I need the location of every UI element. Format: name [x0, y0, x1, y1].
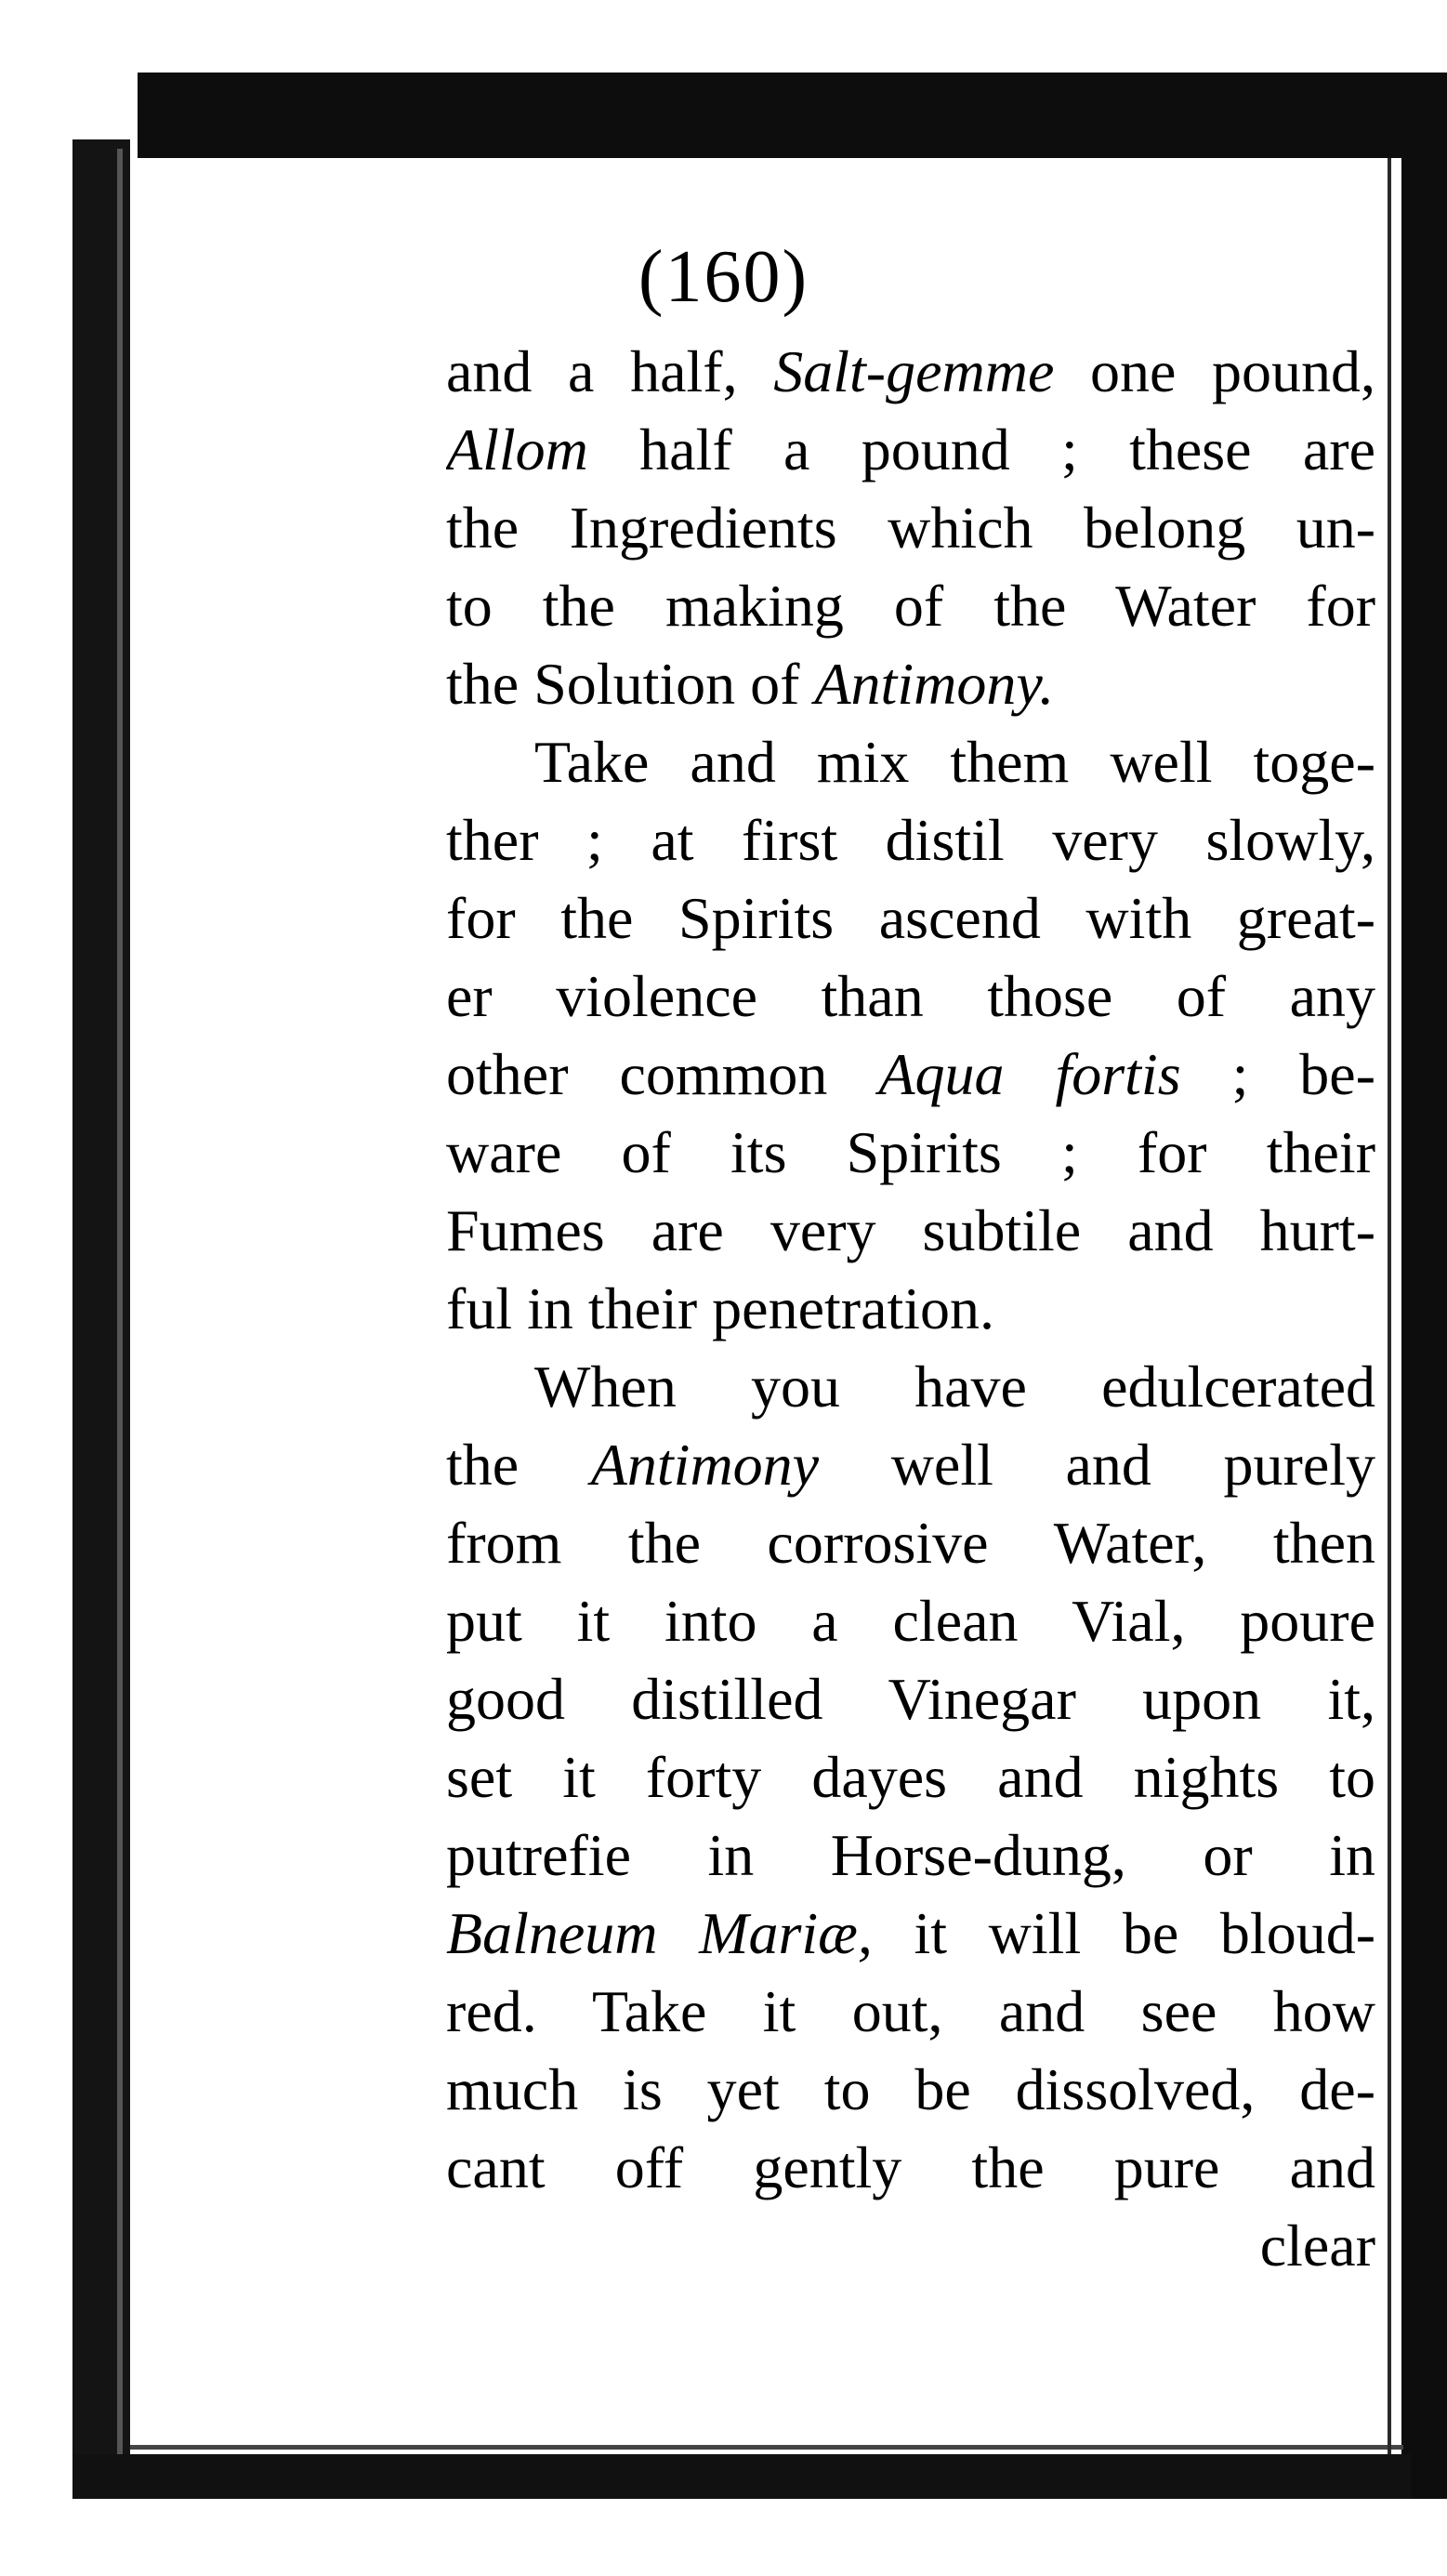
paragraph-start-line: Take and mix them well toge-: [534, 729, 1375, 795]
paragraph-start-line: When you have edulcerated: [534, 1354, 1375, 1420]
text-line: put it into a clean Vial, poure: [446, 1588, 1375, 1654]
text-line: cant off gently the pure and: [446, 2134, 1375, 2200]
text-line: for the Spirits ascend with great-: [446, 885, 1375, 951]
catchword: clear: [1259, 2213, 1375, 2279]
text-line: and a half, Salt-gemme one pound,: [446, 338, 1375, 404]
text-line: Allom half a pound ; these are: [446, 416, 1375, 482]
text-line: the Antimony well and purely: [446, 1432, 1375, 1498]
text-line: Balneum Mariæ, it will be bloud-: [446, 1900, 1375, 1966]
body-text: [446, 333, 1375, 2285]
text-line: good distilled Vinegar upon it,: [446, 1666, 1375, 1732]
text-line: putrefie in Horse-dung, or in: [446, 1822, 1375, 1888]
text-line: red. Take it out, and see how: [446, 1978, 1375, 2044]
text-line: the Ingredients which belong un-: [446, 495, 1375, 561]
text-line: to the making of the Water for: [446, 573, 1375, 639]
text-line: er violence than those of any: [446, 963, 1375, 1029]
text-line: ther ; at first distil very slowly,: [446, 807, 1375, 873]
text-line: set it forty dayes and nights to: [446, 1744, 1375, 1810]
text-line: the Solution of Antimony.: [446, 651, 1055, 717]
text-line: ful in their penetration.: [446, 1275, 995, 1341]
text-line: much is yet to be dissolved, de-: [446, 2056, 1375, 2122]
page-number: (160): [638, 236, 809, 318]
text-line: Fumes are very subtile and hurt-: [446, 1197, 1375, 1263]
text-line: from the corrosive Water, then: [446, 1510, 1375, 1576]
text-line: other common Aqua fortis ; be-: [446, 1041, 1375, 1107]
text-line: ware of its Spirits ; for their: [446, 1119, 1375, 1185]
